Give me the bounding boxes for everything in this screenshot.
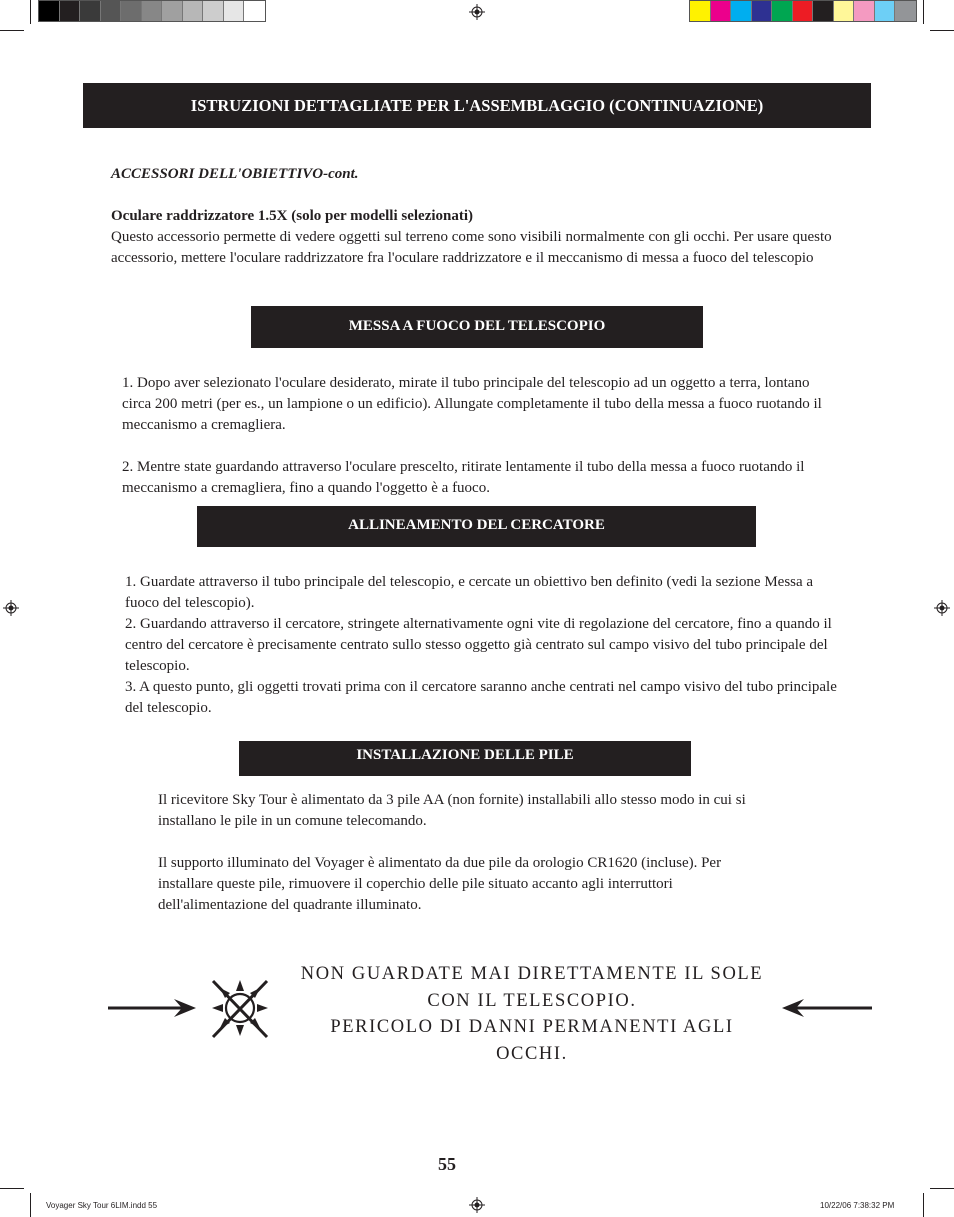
- color-swatch: [142, 1, 163, 21]
- color-swatch: [39, 1, 60, 21]
- focus-section-title: MESSA A FUOCO DEL TELESCOPIO: [348, 318, 606, 334]
- color-swatch: [772, 1, 793, 21]
- trim-mark: [30, 0, 31, 24]
- registration-mark-icon: [469, 4, 485, 20]
- color-swatch: [224, 1, 245, 21]
- finder-step-2: 2. Guardando attraverso il cercatore, stringete alternativamente ogni vite di regolazione del cercatore, fino a quando il centro del cercatore è precisamente centrato sullo stesso oggetto già centrato sul campo visivo del tubo principale del telescopio.: [125, 616, 832, 674]
- trim-mark: [930, 1188, 954, 1189]
- batteries-paragraph-2: Il supporto illuminato del Voyager è alimentato da due pile da orologio CR1620 (incluse). Per installare queste pile, rimuovere il coperchio delle pile situato accanto agli interruttori dell'alimentazione del quadrante illuminato.: [158, 855, 722, 913]
- color-swatch: [244, 1, 265, 21]
- sun-warning-line-1: NON GUARDATE MAI DIRETTAMENTE IL SOLE CON IL TELESCOPIO.: [300, 964, 764, 1011]
- accessories-section: [111, 164, 841, 269]
- color-calibration-bar: [689, 0, 917, 22]
- color-swatch: [203, 1, 224, 21]
- color-swatch: [121, 1, 142, 21]
- accessory-item-title: Oculare raddrizzatore 1.5X (solo per modelli selezionati): [111, 208, 474, 224]
- color-swatch: [875, 1, 896, 21]
- accessories-subtitle: ACCESSORI DELL'OBIETTIVO-cont.: [111, 166, 359, 182]
- focus-section: [122, 373, 840, 499]
- color-swatch: [80, 1, 101, 21]
- color-swatch: [813, 1, 834, 21]
- focus-step-1: 1. Dopo aver selezionato l'oculare desiderato, mirate il tubo principale del telescopio ad un oggetto a terra, lontano circa 200 metri (per es., un lampione o un edificio). Allungate completamente il tubo della messa a fuoco ruotando il meccanismo a cremagliera.: [122, 375, 822, 433]
- trim-mark: [930, 30, 954, 31]
- sun-warning: [298, 961, 766, 1067]
- batteries-section: [158, 790, 754, 916]
- registration-mark-icon: [3, 600, 19, 616]
- trim-mark: [923, 0, 924, 24]
- footer-timestamp: 10/22/06 7:38:32 PM: [820, 1201, 895, 1210]
- focus-step-2: 2. Mentre state guardando attraverso l'oculare prescelto, ritirate lentamente il tubo della messa a fuoco ruotando il meccanismo a cremagliera, fino a quando l'oggetto è a fuoco.: [122, 459, 805, 496]
- trim-mark: [0, 1188, 24, 1189]
- batteries-section-title: INSTALLAZIONE DELLE PILE: [356, 747, 574, 763]
- color-swatch: [711, 1, 732, 21]
- color-swatch: [752, 1, 773, 21]
- batteries-paragraph-1: Il ricevitore Sky Tour è alimentato da 3 pile AA (non fornite) installabili allo stesso modo in cui si installano le pile in un comune telecomando.: [158, 792, 746, 829]
- footer-file-name: Voyager Sky Tour 6LIM.indd 55: [46, 1201, 158, 1210]
- registration-mark-icon: [469, 1197, 485, 1213]
- trim-mark: [0, 30, 24, 31]
- finder-section-title: ALLINEAMENTO DEL CERCATORE: [348, 517, 605, 533]
- batteries-section-bar: [239, 741, 691, 776]
- color-swatch: [162, 1, 183, 21]
- color-swatch: [834, 1, 855, 21]
- color-swatch: [731, 1, 752, 21]
- no-sun-icon: [210, 978, 270, 1040]
- page-number: 55: [438, 1154, 456, 1174]
- color-swatch: [690, 1, 711, 21]
- color-swatch: [101, 1, 122, 21]
- finder-step-3: 3. A questo punto, gli oggetti trovati prima con il cercatore saranno anche centrati nel campo visivo del tubo principale del telescopio.: [125, 679, 837, 716]
- main-header-title: ISTRUZIONI DETTAGLIATE PER L'ASSEMBLAGGIO (CONTINUAZIONE): [190, 96, 764, 115]
- finder-section: [125, 572, 847, 719]
- trim-mark: [923, 1193, 924, 1217]
- accessory-item-text: Questo accessorio permette di vedere oggetti sul terreno come sono visibili normalmente con gli occhi. Per usare questo accessorio, mettere l'oculare raddrizzatore fra l'oculare raddrizzatore e il meccanismo di messa a fuoco del telescopio: [111, 229, 832, 266]
- sun-warning-line-2: PERICOLO DI DANNI PERMANENTI AGLI OCCHI.: [330, 1017, 734, 1064]
- color-swatch: [793, 1, 814, 21]
- focus-section-bar: [251, 306, 703, 348]
- color-swatch: [183, 1, 204, 21]
- finder-step-1: 1. Guardate attraverso il tubo principale del telescopio, e cercate un obiettivo ben definito (vedi la sezione Messa a fuoco del telescopio).: [125, 574, 814, 611]
- color-swatch: [854, 1, 875, 21]
- color-swatch: [895, 1, 916, 21]
- main-header-bar: [83, 83, 871, 128]
- registration-mark-icon: [934, 600, 950, 616]
- trim-mark: [30, 1193, 31, 1217]
- arrow-left-icon: [780, 997, 872, 1019]
- color-swatch: [60, 1, 81, 21]
- finder-section-bar: [197, 506, 756, 547]
- arrow-right-icon: [108, 997, 198, 1019]
- gray-calibration-bar: [38, 0, 266, 22]
